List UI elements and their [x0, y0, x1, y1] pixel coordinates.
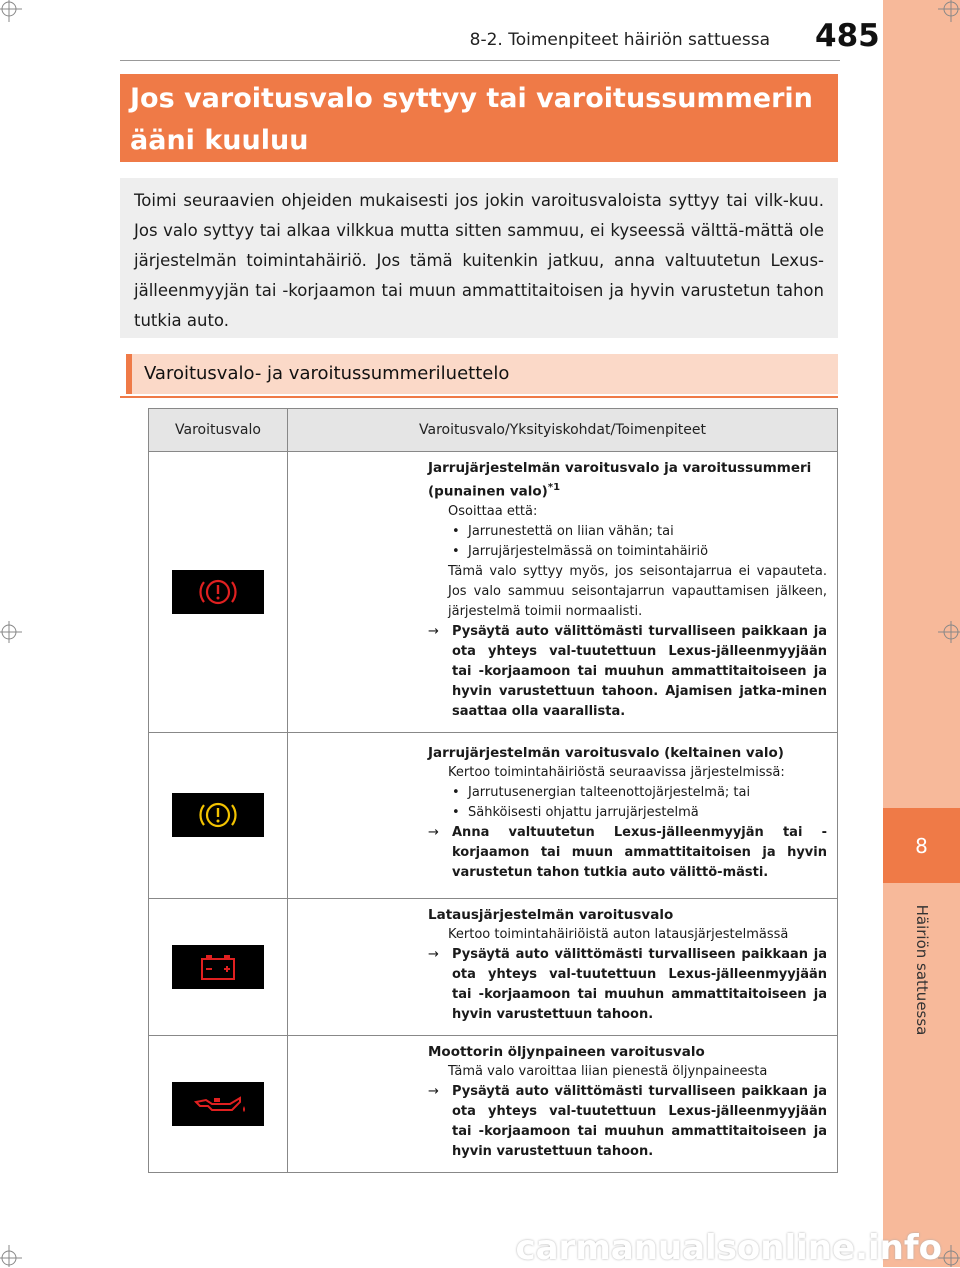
page-number: 485 — [815, 18, 880, 54]
item-title: Jarrujärjestelmän varoitusvalo ja varoitussummeri (punainen valo)$^{*1}$ — [428, 460, 812, 500]
footer-watermark: carmanualsonline.info — [515, 1228, 942, 1268]
header-rule — [120, 60, 840, 61]
arrow-icon: → — [428, 946, 439, 962]
col-header-icon: Varoitusvalo — [149, 409, 288, 452]
list-item: • Jarrunestettä on liian vähän; tai — [428, 522, 827, 542]
table-header-row — [149, 409, 838, 452]
table-row — [149, 732, 838, 898]
item-description: Tämä valo syttyy myös, jos seisontajarrua ei vapauteta. Jos valo sammuu seisontajarrun vapauttamisen jälkeen, järjestelmä toimii normaalisti. — [448, 563, 827, 619]
list-item: • Jarrujärjestelmässä on toimintahäiriö — [428, 542, 827, 562]
crop-mark-mid-right — [930, 617, 960, 647]
col-header-details: Varoitusvalo/Yksityiskohdat/Toimenpiteet — [288, 409, 838, 452]
list-item: • Sähköisesti ohjattu jarrujärjestelmä — [428, 803, 827, 823]
chapter-label: Häiriön sattuessa — [913, 904, 931, 1036]
item-title: Jarrujärjestelmän varoitusvalo (keltainen valo) — [428, 745, 784, 761]
item-action: → Pysäytä auto välittömästi turvalliseen paikkaan ja ota yhteys val-tuutettuun Lexus-jälleenmyyjään tai -korjaamoon tai muuhun ammattitaitoiseen ja hyvin varustettuun tahoon. — [428, 946, 827, 1022]
arrow-icon: → — [428, 825, 439, 840]
subheading-underline — [120, 396, 838, 398]
oil-pressure-icon — [172, 1082, 264, 1126]
arrow-icon: → — [428, 623, 439, 639]
crop-mark-mid-left — [0, 617, 30, 647]
list-item: • Jarrutusenergian talteenottojärjestelmä; tai — [428, 783, 827, 803]
brake-warning-yellow-icon — [172, 793, 264, 837]
crop-mark-top-right — [930, 0, 960, 30]
table-row — [149, 1035, 838, 1172]
item-action: → Anna valtuutetun Lexus-jälleenmyyjän tai -korjaamon tai muun ammattitaitoisen ja hyvin varustetun tahon tutkia auto välittö-mästi. — [428, 825, 827, 880]
arrow-icon: → — [428, 1083, 439, 1099]
item-intro: Kertoo toimintahäiriöstä seuraavissa järjestelmissä: — [448, 765, 785, 780]
item-title: Latausjärjestelmän varoitusvalo — [428, 906, 674, 923]
item-intro: Osoittaa että: — [448, 503, 538, 519]
item-action: → Pysäytä auto välittömästi turvalliseen paikkaan ja ota yhteys val-tuutettuun Lexus-jälleenmyyjään tai -korjaamoon tai muuhun ammattitaitoiseen ja hyvin varustettuun tahoon. Ajamisen jatka-minen saattaa olla vaarallista. — [428, 623, 827, 719]
item-title: Moottorin öljynpaineen varoitusvalo — [428, 1043, 705, 1060]
crop-mark-bottom-left — [0, 1237, 30, 1267]
crop-mark-top-left — [0, 0, 30, 30]
item-action: → Pysäytä auto välittömästi turvalliseen paikkaan ja ota yhteys val-tuutettuun Lexus-jälleenmyyjään tai -korjaamoon tai muuhun ammattitaitoiseen ja hyvin varustettuun tahoon. — [428, 1083, 827, 1159]
brake-warning-red-icon — [172, 570, 264, 614]
section-title-banner: Jos varoitusvalo syttyy tai varoitussummerin ääni kuuluu — [120, 74, 838, 162]
intro-paragraph: Toimi seuraavien ohjeiden mukaisesti jos jokin varoitusvaloista syttyy tai vilk-kuu. Jos valo syttyy tai alkaa vilkkua mutta sitten sammuu, ei kyseessä välttä-mättä ole järjestelmän toimintahäiriö. Jos tämä kuitenkin jatkuu, anna valtuutetun Lexus-jälleenmyyjän tai -korjaamon tai muun ammattitaitoisen ja hyvin varustetun tahon tutkia auto. — [120, 178, 838, 338]
warning-light-table — [148, 408, 838, 1173]
item-intro: Kertoo toimintahäiriöistä auton latausjärjestelmässä — [448, 926, 789, 942]
table-row — [149, 452, 838, 733]
battery-charging-icon — [172, 945, 264, 989]
header-section-title: 8-2. Toimenpiteet häiriön sattuessa — [469, 30, 770, 50]
chapter-number-tab: 8 — [883, 808, 960, 883]
table-row — [149, 898, 838, 1035]
item-intro: Tämä valo varoittaa liian pienestä öljynpaineesta — [448, 1063, 768, 1079]
subheading: Varoitusvalo- ja varoitussummeriluettelo — [126, 354, 838, 394]
